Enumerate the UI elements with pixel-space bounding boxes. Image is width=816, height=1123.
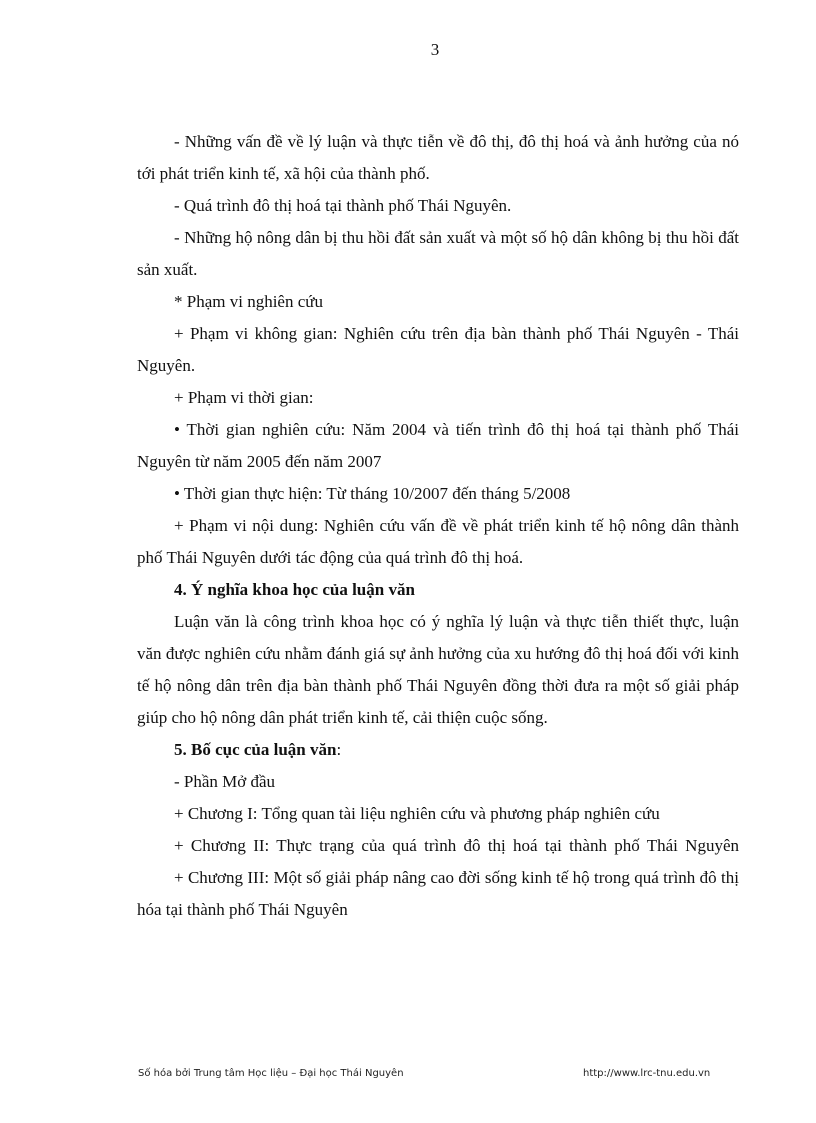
paragraph-scope-theory: - Những vấn đề về lý luận và thực tiễn về đô thị, đô thị hoá và ảnh hưởng của nó tới phát triển kinh tế, xã hội của thành phố.	[137, 132, 739, 183]
paragraph-research-time: • Thời gian nghiên cứu: Năm 2004 và tiến trình đô thị hoá tại thành phố Thái Nguyên từ năm 2005 đến năm 2007	[137, 420, 739, 471]
paragraph-chapter-2: + Chương II: Thực trạng của quá trình đô thị hoá tại thành phố Thái Nguyên	[174, 836, 739, 855]
body-text	[137, 126, 739, 926]
paragraph-chapter-1: + Chương I: Tổng quan tài liệu nghiên cứu và phương pháp nghiên cứu	[174, 804, 660, 823]
paragraph-time-scope: + Phạm vi thời gian:	[174, 388, 314, 407]
heading-thesis-structure-text: 5. Bố cục của luận văn	[174, 740, 337, 759]
paragraph-research-scope: * Phạm vi nghiên cứu	[174, 292, 323, 311]
paragraph-content-scope: + Phạm vi nội dung: Nghiên cứu vấn đề về phát triển kinh tế hộ nông dân thành phố Thái Nguyên dưới tác động của quá trình đô thị hoá.	[137, 516, 739, 567]
footer-credit: Số hóa bởi Trung tâm Học liệu – Đại học Thái Nguyên	[138, 1068, 404, 1079]
paragraph-significance: Luận văn là công trình khoa học có ý nghĩa lý luận và thực tiễn thiết thực, luận văn được nghiên cứu nhằm đánh giá sự ảnh hưởng của xu hướng đô thị hoá đối với kinh tế hộ nông dân trên địa bàn thành phố Thái Nguyên đồng thời đưa ra một số giải pháp giúp cho hộ nông dân phát triển kinh tế, cải thiện cuộc sống.	[137, 612, 739, 727]
paragraph-introduction: - Phần Mở đầu	[174, 772, 276, 791]
heading-colon: :	[336, 740, 342, 759]
heading-thesis-structure	[137, 734, 739, 766]
page-number: 3	[430, 40, 440, 59]
paragraph-urbanization-process: - Quá trình đô thị hoá tại thành phố Thái Nguyên.	[174, 196, 512, 215]
footer-url: http://www.lrc-tnu.edu.vn	[583, 1068, 711, 1079]
paragraph-execution-time: • Thời gian thực hiện: Từ tháng 10/2007 đến tháng 5/2008	[174, 484, 571, 503]
paragraph-households: - Những hộ nông dân bị thu hồi đất sản xuất và một số hộ dân không bị thu hồi đất sản xuất.	[137, 228, 739, 279]
heading-scientific-significance: 4. Ý nghĩa khoa học của luận văn	[174, 580, 415, 599]
paragraph-chapter-3: + Chương III: Một số giải pháp nâng cao đời sống kinh tế hộ trong quá trình đô thị hóa tại thành phố Thái Nguyên	[137, 868, 739, 919]
paragraph-spatial-scope: + Phạm vi không gian: Nghiên cứu trên địa bàn thành phố Thái Nguyên - Thái Nguyên.	[137, 324, 739, 375]
